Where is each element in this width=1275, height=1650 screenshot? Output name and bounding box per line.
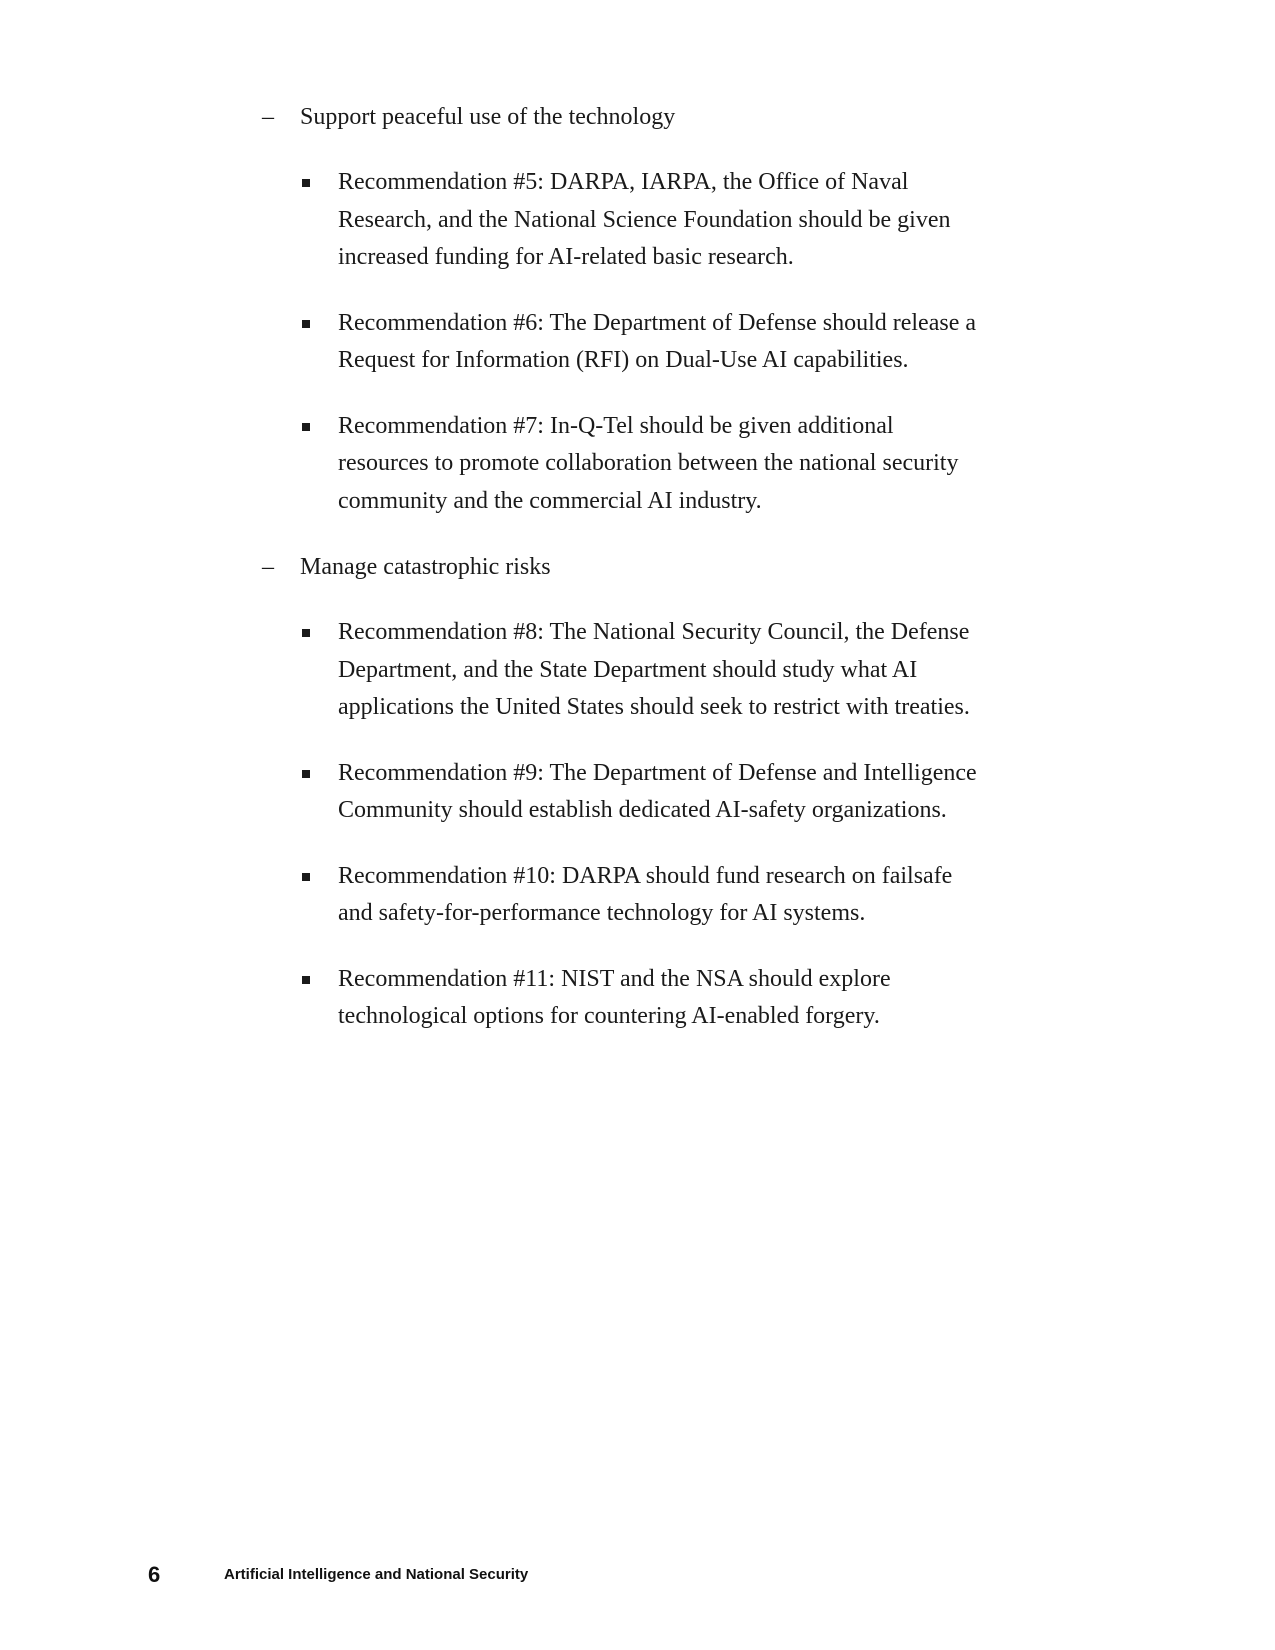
list-item-text: Recommendation #7: In-Q-Tel should be given additional resources to promote collaboration between the national security community and the commercial AI industry.	[338, 412, 959, 514]
square-bullet-icon	[302, 629, 310, 637]
square-bullet-icon	[302, 423, 310, 431]
square-bullet-icon	[302, 320, 310, 328]
section-peaceful-use	[0, 98, 1275, 520]
list-item	[338, 164, 978, 277]
section-heading-text: Support peaceful use of the technology	[300, 104, 676, 130]
square-bullet-icon	[302, 976, 310, 984]
square-bullet-icon	[302, 179, 310, 187]
list-item	[338, 858, 978, 933]
section-catastrophic-risks	[0, 548, 1275, 1036]
square-bullet-icon	[302, 873, 310, 881]
square-bullet-icon	[302, 770, 310, 778]
list-item-text: Recommendation #5: DARPA, IARPA, the Office of Naval Research, and the National Science Foundation should be given increased funding for AI-related basic research.	[338, 169, 951, 270]
list-item-text: Recommendation #11: NIST and the NSA should explore technological options for countering AI-enabled forgery.	[338, 965, 891, 1029]
list-item-text: Recommendation #9: The Department of Defense and Intelligence Community should establish dedicated AI-safety organizations.	[338, 759, 977, 823]
list-item	[338, 755, 978, 830]
list-item-text: Recommendation #10: DARPA should fund research on failsafe and safety-for-performance technology for AI systems.	[338, 862, 953, 926]
running-footer-title: Artificial Intelligence and National Security	[224, 1566, 529, 1583]
page-number: 6	[148, 1562, 161, 1587]
list-item	[338, 305, 978, 380]
section-heading-text: Manage catastrophic risks	[300, 554, 551, 580]
list-item-text: Recommendation #8: The National Security Council, the Defense Department, and the State Department should study what AI applications the United States should seek to restrict with treaties.	[338, 619, 970, 720]
list-item	[338, 614, 978, 727]
list-item-text: Recommendation #6: The Department of Defense should release a Request for Information (RFI) on Dual-Use AI capabilities.	[338, 309, 977, 373]
section-heading	[262, 98, 1275, 136]
dash-marker: –	[262, 104, 274, 130]
list-item	[338, 408, 978, 521]
list-item	[338, 961, 978, 1036]
recommendations-list	[0, 98, 1275, 1064]
section-heading	[262, 548, 1275, 586]
dash-marker: –	[262, 554, 274, 580]
